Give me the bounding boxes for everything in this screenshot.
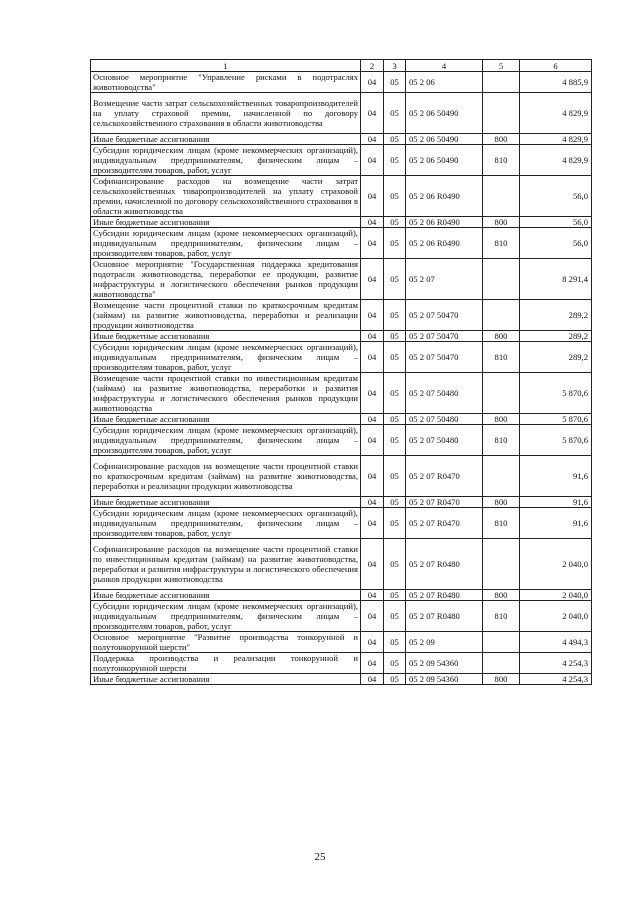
row-rz-cell: 04 [361,632,384,653]
table-row [91,508,592,539]
row-rz-cell: 04 [361,176,384,217]
row-rz-cell: 04 [361,228,384,259]
row-sum-cell: 5 870,6 [520,425,592,456]
budget-table [90,59,592,685]
row-name-cell: Основное мероприятие "Государственная поддержка кредитования подотрасли животноводства, переработки ее продукции, развитие инфраструктуры и логистического обеспечения рынков продукции животноводства" [91,259,361,300]
row-vr-cell [483,373,520,414]
row-rz-cell: 04 [361,456,384,497]
row-csr-cell: 05 2 06 [406,72,483,93]
table-row [91,228,592,259]
row-pr-cell: 05 [384,653,406,674]
row-rz-cell: 04 [361,373,384,414]
header-cell-4: 4 [406,60,483,72]
row-vr-cell [483,456,520,497]
table-header-row [91,60,592,72]
row-pr-cell: 05 [384,373,406,414]
row-sum-cell: 4 829,9 [520,93,592,134]
row-csr-cell: 05 2 07 R0470 [406,456,483,497]
row-sum-cell: 91,6 [520,508,592,539]
row-name-cell: Субсидии юридическим лицам (кроме некоммерческих организаций), индивидуальным предпринимателям, физическим лицам – производителям товаров, работ, услуг [91,425,361,456]
row-pr-cell: 05 [384,674,406,685]
row-name-cell: Иные бюджетные ассигнования [91,134,361,145]
row-rz-cell: 04 [361,590,384,601]
row-sum-cell: 4 885,9 [520,72,592,93]
header-cell-1: 1 [91,60,361,72]
row-sum-cell: 4 494,3 [520,632,592,653]
row-name-cell: Субсидии юридическим лицам (кроме некоммерческих организаций), индивидуальным предпринимателям, физическим лицам – производителям товаров, работ, услуг [91,228,361,259]
row-name-cell: Субсидии юридическим лицам (кроме некоммерческих организаций), индивидуальным предпринимателям, физическим лицам – производителям товаров, работ, услуг [91,508,361,539]
row-pr-cell: 05 [384,342,406,373]
row-sum-cell: 4 254,3 [520,653,592,674]
row-name-cell: Возмещение части затрат сельскохозяйственных товаропроизводителей на уплату страховой премии, начисленной по договору сельскохозяйственного страхования в области животноводства [91,93,361,134]
table-row [91,93,592,134]
row-name-cell: Иные бюджетные ассигнования [91,331,361,342]
table-row [91,145,592,176]
row-name-cell: Софинансирование расходов на возмещение части затрат сельскохозяйственных товаропроизводителей на уплату страховой премии, начисленной по договору сельскохозяйственного страхования в области животноводства [91,176,361,217]
table-row [91,72,592,93]
row-pr-cell: 05 [384,456,406,497]
row-csr-cell: 05 2 06 R0490 [406,176,483,217]
table-row [91,539,592,590]
row-csr-cell: 05 2 06 R0490 [406,228,483,259]
table-body [91,60,592,685]
row-rz-cell: 04 [361,497,384,508]
row-csr-cell: 05 2 07 [406,259,483,300]
row-csr-cell: 05 2 07 50470 [406,342,483,373]
row-csr-cell: 05 2 07 50480 [406,373,483,414]
row-sum-cell: 4 829,9 [520,145,592,176]
row-rz-cell: 04 [361,674,384,685]
row-pr-cell: 05 [384,508,406,539]
table-row [91,590,592,601]
row-sum-cell: 56,0 [520,217,592,228]
page-number: 25 [314,851,326,863]
table-row [91,674,592,685]
row-rz-cell: 04 [361,508,384,539]
row-rz-cell: 04 [361,145,384,176]
row-name-cell: Субсидии юридическим лицам (кроме некоммерческих организаций), индивидуальным предпринимателям, физическим лицам – производителям товаров, работ, услуг [91,342,361,373]
row-vr-cell: 800 [483,331,520,342]
row-csr-cell: 05 2 06 50490 [406,134,483,145]
row-sum-cell: 5 870,6 [520,373,592,414]
table-row [91,373,592,414]
row-pr-cell: 05 [384,145,406,176]
row-pr-cell: 05 [384,539,406,590]
row-rz-cell: 04 [361,93,384,134]
row-vr-cell: 800 [483,414,520,425]
row-vr-cell [483,632,520,653]
row-pr-cell: 05 [384,228,406,259]
table-row [91,653,592,674]
row-csr-cell: 05 2 07 50470 [406,300,483,331]
row-name-cell: Софинансирование расходов на возмещение части процентной ставки по инвестиционным кредитам (займам) на развитие животноводства, переработки и развития инфраструктуры и логистического обеспечения рынков продукции животноводства [91,539,361,590]
row-vr-cell [483,300,520,331]
row-sum-cell: 5 870,6 [520,414,592,425]
row-sum-cell: 289,2 [520,342,592,373]
row-name-cell: Иные бюджетные ассигнования [91,590,361,601]
row-csr-cell: 05 2 07 R0470 [406,497,483,508]
row-pr-cell: 05 [384,425,406,456]
row-sum-cell: 91,6 [520,456,592,497]
row-name-cell: Субсидии юридическим лицам (кроме некоммерческих организаций), индивидуальным предпринимателям, физическим лицам – производителям товаров, работ, услуг [91,601,361,632]
row-csr-cell: 05 2 09 [406,632,483,653]
table-row [91,456,592,497]
row-sum-cell: 4 829,9 [520,134,592,145]
row-vr-cell: 800 [483,590,520,601]
row-sum-cell: 91,6 [520,497,592,508]
row-pr-cell: 05 [384,134,406,145]
row-csr-cell: 05 2 07 R0470 [406,508,483,539]
table-row [91,259,592,300]
row-sum-cell: 289,2 [520,300,592,331]
row-sum-cell: 2 040,0 [520,539,592,590]
row-vr-cell: 800 [483,674,520,685]
row-csr-cell: 05 2 06 50490 [406,145,483,176]
row-pr-cell: 05 [384,590,406,601]
row-pr-cell: 05 [384,414,406,425]
row-vr-cell: 810 [483,145,520,176]
row-vr-cell [483,72,520,93]
row-sum-cell: 2 040,0 [520,590,592,601]
row-csr-cell: 05 2 07 50480 [406,414,483,425]
row-vr-cell [483,93,520,134]
row-rz-cell: 04 [361,414,384,425]
header-cell-2: 2 [361,60,384,72]
row-name-cell: Софинансирование расходов на возмещение части процентной ставки по краткосрочным кредитам (займам) на развитие животноводства, переработки и реализации продукции животноводства [91,456,361,497]
row-csr-cell: 05 2 07 50480 [406,425,483,456]
row-pr-cell: 05 [384,176,406,217]
row-vr-cell [483,653,520,674]
row-name-cell: Субсидии юридическим лицам (кроме некоммерческих организаций), индивидуальным предпринимателям, физическим лицам – производителям товаров, работ, услуг [91,145,361,176]
row-sum-cell: 289,2 [520,331,592,342]
table-row [91,300,592,331]
table-row [91,217,592,228]
row-rz-cell: 04 [361,72,384,93]
row-vr-cell: 810 [483,425,520,456]
table-row [91,601,592,632]
row-rz-cell: 04 [361,342,384,373]
row-csr-cell: 05 2 09 54360 [406,674,483,685]
row-name-cell: Возмещение части процентной ставки по инвестиционным кредитам (займам) на развитие животноводства, переработки и развития инфраструктуры и логистического обеспечения рынков продукции животноводства [91,373,361,414]
row-pr-cell: 05 [384,217,406,228]
row-name-cell: Поддержка производства и реализации тонкорунной и полутонкорунной шерсти [91,653,361,674]
table-row [91,632,592,653]
row-pr-cell: 05 [384,632,406,653]
row-csr-cell: 05 2 06 R0490 [406,217,483,228]
table-row [91,176,592,217]
row-rz-cell: 04 [361,539,384,590]
row-csr-cell: 05 2 07 R0480 [406,601,483,632]
row-name-cell: Иные бюджетные ассигнования [91,414,361,425]
row-rz-cell: 04 [361,601,384,632]
row-vr-cell [483,176,520,217]
row-rz-cell: 04 [361,217,384,228]
row-rz-cell: 04 [361,259,384,300]
row-pr-cell: 05 [384,601,406,632]
row-name-cell: Основное мероприятие "Развитие производства тонкорунной и полутонкорунной шерсти" [91,632,361,653]
row-name-cell: Основное мероприятие "Управление рисками в подотраслях животноводства" [91,72,361,93]
row-pr-cell: 05 [384,259,406,300]
row-pr-cell: 05 [384,331,406,342]
row-vr-cell: 810 [483,508,520,539]
row-rz-cell: 04 [361,300,384,331]
row-pr-cell: 05 [384,300,406,331]
table-row [91,497,592,508]
row-sum-cell: 56,0 [520,176,592,217]
row-vr-cell: 810 [483,601,520,632]
row-vr-cell: 800 [483,217,520,228]
row-name-cell: Иные бюджетные ассигнования [91,217,361,228]
header-cell-3: 3 [384,60,406,72]
row-rz-cell: 04 [361,331,384,342]
row-pr-cell: 05 [384,72,406,93]
row-csr-cell: 05 2 09 54360 [406,653,483,674]
row-csr-cell: 05 2 07 R0480 [406,590,483,601]
row-sum-cell: 4 254,3 [520,674,592,685]
table-row [91,134,592,145]
table-row [91,425,592,456]
row-name-cell: Иные бюджетные ассигнования [91,497,361,508]
row-rz-cell: 04 [361,653,384,674]
row-sum-cell: 2 040,0 [520,601,592,632]
table-row [91,342,592,373]
row-vr-cell: 810 [483,228,520,259]
row-vr-cell: 810 [483,342,520,373]
table-row [91,414,592,425]
row-name-cell: Возмещение части процентной ставки по краткосрочным кредитам (займам) на развитие животноводства, переработки и реализации продукции животноводства [91,300,361,331]
row-sum-cell: 8 291,4 [520,259,592,300]
header-cell-6: 6 [520,60,592,72]
row-pr-cell: 05 [384,497,406,508]
row-vr-cell [483,259,520,300]
row-vr-cell: 800 [483,497,520,508]
row-name-cell: Иные бюджетные ассигнования [91,674,361,685]
row-csr-cell: 05 2 06 50490 [406,93,483,134]
row-csr-cell: 05 2 07 R0480 [406,539,483,590]
row-pr-cell: 05 [384,93,406,134]
row-rz-cell: 04 [361,425,384,456]
row-sum-cell: 56,0 [520,228,592,259]
row-vr-cell: 800 [483,134,520,145]
row-rz-cell: 04 [361,134,384,145]
row-csr-cell: 05 2 07 50470 [406,331,483,342]
header-cell-5: 5 [483,60,520,72]
table-row [91,331,592,342]
row-vr-cell [483,539,520,590]
